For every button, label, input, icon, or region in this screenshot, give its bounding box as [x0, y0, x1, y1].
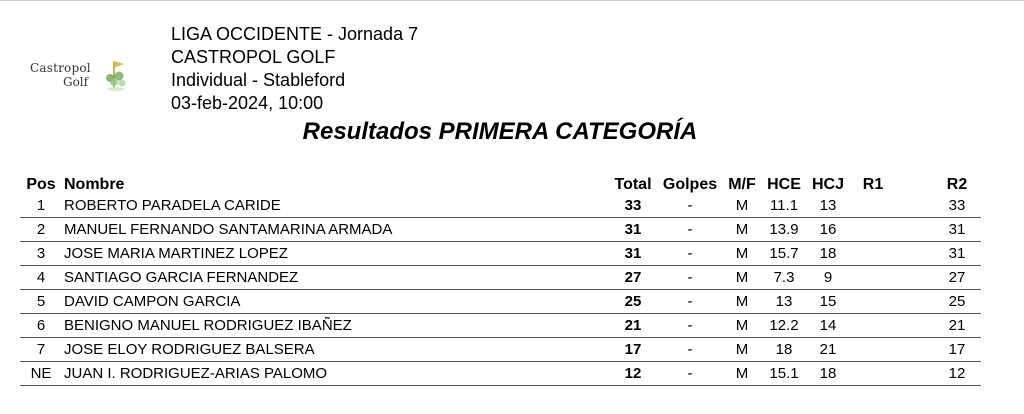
col-header-mf: M/F [728, 176, 756, 193]
table-row [20, 266, 981, 290]
cell-mf: M [723, 338, 761, 362]
cell-mf: M [723, 314, 761, 338]
golf-flag-icon [104, 58, 130, 92]
cell-r2: 21 [933, 314, 981, 338]
table-row [20, 290, 981, 314]
cell-name: DAVID CAMPON GARCIA [62, 290, 609, 314]
cell-golpes: - [657, 194, 723, 218]
logo-text-line2: Golf [63, 75, 89, 89]
cell-pos: 6 [20, 314, 62, 338]
top-divider [0, 0, 1024, 1]
competition-format: Individual - Stableford [171, 70, 346, 90]
logo-text-line1: Castropol [30, 61, 91, 75]
cell-total: 25 [609, 290, 657, 314]
cell-total: 27 [609, 266, 657, 290]
cell-golpes: - [657, 242, 723, 266]
cell-total: 31 [609, 242, 657, 266]
cell-name: SANTIAGO GARCIA FERNANDEZ [62, 266, 609, 290]
cell-r2: 17 [933, 338, 981, 362]
cell-hcj: 16 [807, 218, 849, 242]
cell-golpes: - [657, 218, 723, 242]
competition-datetime: 03-feb-2024, 10:00 [171, 93, 324, 113]
cell-r2: 27 [933, 266, 981, 290]
club-name: CASTROPOL GOLF [171, 47, 336, 67]
cell-hce: 18 [761, 338, 807, 362]
cell-total: 33 [609, 194, 657, 218]
cell-r1 [849, 362, 897, 386]
cell-mf: M [723, 218, 761, 242]
cell-r2: 31 [933, 218, 981, 242]
cell-golpes: - [657, 266, 723, 290]
cell-r1 [849, 242, 897, 266]
table-row [20, 314, 981, 338]
cell-spacer [897, 218, 933, 242]
cell-hce: 15.1 [761, 362, 807, 386]
cell-mf: M [723, 242, 761, 266]
cell-pos: 7 [20, 338, 62, 362]
cell-name: MANUEL FERNANDO SANTAMARINA ARMADA [62, 218, 609, 242]
cell-r2: 25 [933, 290, 981, 314]
col-header-hcj: HCJ [811, 176, 844, 193]
cell-total: 12 [609, 362, 657, 386]
cell-spacer [897, 194, 933, 218]
cell-r1 [849, 314, 897, 338]
cell-hcj: 15 [807, 290, 849, 314]
competition-header [171, 23, 418, 115]
cell-r1 [849, 194, 897, 218]
cell-total: 21 [609, 314, 657, 338]
cell-total: 17 [609, 338, 657, 362]
col-header-golpes: Golpes [662, 176, 718, 193]
table-row [20, 362, 981, 386]
cell-hcj: 21 [807, 338, 849, 362]
cell-name: JUAN I. RODRIGUEZ-ARIAS PALOMO [62, 362, 609, 386]
cell-hcj: 18 [807, 242, 849, 266]
cell-golpes: - [657, 362, 723, 386]
cell-mf: M [723, 266, 761, 290]
cell-r1 [849, 290, 897, 314]
cell-hce: 7.3 [761, 266, 807, 290]
col-header-pos: Pos [26, 176, 56, 193]
cell-spacer [897, 338, 933, 362]
cell-r1 [849, 218, 897, 242]
table-row [20, 218, 981, 242]
cell-golpes: - [657, 314, 723, 338]
cell-name: BENIGNO MANUEL RODRIGUEZ IBAÑEZ [62, 314, 609, 338]
cell-spacer [897, 290, 933, 314]
cell-spacer [897, 266, 933, 290]
cell-hce: 13 [761, 290, 807, 314]
col-header-name: Nombre [64, 176, 125, 193]
cell-mf: M [723, 362, 761, 386]
cell-r1 [849, 338, 897, 362]
cell-spacer [897, 314, 933, 338]
cell-pos: 4 [20, 266, 62, 290]
cell-pos: 3 [20, 242, 62, 266]
cell-pos: 5 [20, 290, 62, 314]
cell-mf: M [723, 290, 761, 314]
col-header-r1: R1 [862, 176, 884, 193]
page-title: Resultados PRIMERA CATEGORÍA [302, 118, 698, 145]
cell-hce: 15.7 [761, 242, 807, 266]
cell-hcj: 18 [807, 362, 849, 386]
cell-hcj: 9 [807, 266, 849, 290]
cell-pos: 1 [20, 194, 62, 218]
cell-name: JOSE ELOY RODRIGUEZ BALSERA [62, 338, 609, 362]
col-header-total: Total [614, 176, 652, 193]
col-header-r2: R2 [946, 176, 968, 193]
cell-total: 31 [609, 218, 657, 242]
table-row [20, 242, 981, 266]
cell-r2: 33 [933, 194, 981, 218]
cell-spacer [897, 242, 933, 266]
cell-pos: NE [20, 362, 62, 386]
cell-mf: M [723, 194, 761, 218]
league-title: LIGA OCCIDENTE - Jornada 7 [171, 24, 419, 44]
table-header-row [20, 171, 981, 194]
cell-name: ROBERTO PARADELA CARIDE [62, 194, 609, 218]
cell-golpes: - [657, 290, 723, 314]
col-spacer [897, 171, 933, 194]
cell-hcj: 14 [807, 314, 849, 338]
cell-golpes: - [657, 338, 723, 362]
cell-pos: 2 [20, 218, 62, 242]
cell-name: JOSE MARIA MARTINEZ LOPEZ [62, 242, 609, 266]
cell-spacer [897, 362, 933, 386]
table-row [20, 338, 981, 362]
cell-hce: 11.1 [761, 194, 807, 218]
table-row [20, 194, 981, 218]
cell-hce: 13.9 [761, 218, 807, 242]
results-table [20, 171, 981, 386]
cell-r2: 31 [933, 242, 981, 266]
cell-r1 [849, 266, 897, 290]
club-logo [30, 58, 130, 94]
cell-hce: 12.2 [761, 314, 807, 338]
col-header-hce: HCE [767, 176, 801, 193]
cell-r2: 12 [933, 362, 981, 386]
cell-hcj: 13 [807, 194, 849, 218]
